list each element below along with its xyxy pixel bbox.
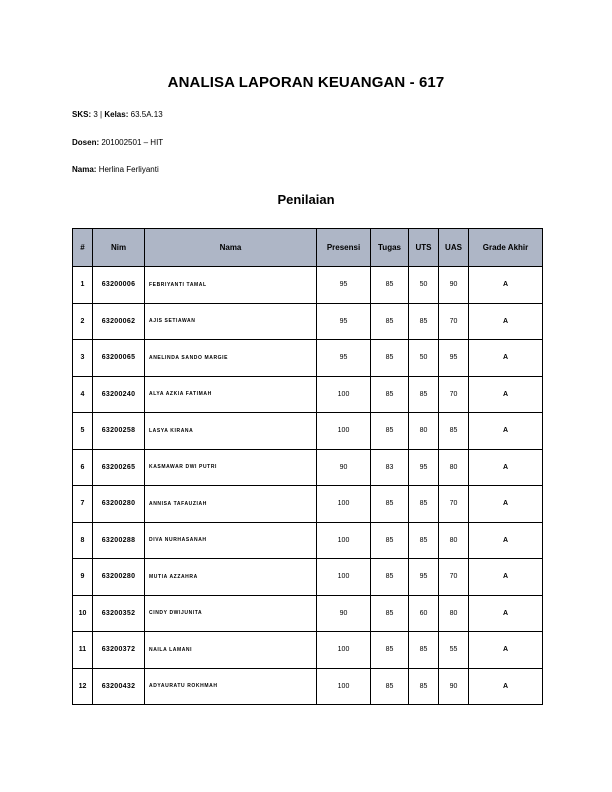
uts-score: 85 xyxy=(409,486,439,523)
student-name: NAILA LAMANI xyxy=(145,632,317,669)
final-grade: A xyxy=(469,668,543,705)
student-nim: 63200240 xyxy=(93,376,145,413)
presensi-score: 100 xyxy=(317,632,371,669)
uts-score: 85 xyxy=(409,668,439,705)
table-row xyxy=(73,595,543,632)
uts-score: 85 xyxy=(409,522,439,559)
name-info: Nama: Herlina Ferliyanti xyxy=(72,165,159,174)
presensi-score: 90 xyxy=(317,449,371,486)
tugas-score: 85 xyxy=(371,668,409,705)
table-row xyxy=(73,668,543,705)
course-info: SKS: 3 | Kelas: 63.5A.13 xyxy=(72,110,163,119)
final-grade: A xyxy=(469,413,543,450)
final-grade: A xyxy=(469,376,543,413)
student-name: ANELINDA SANDO MARGIE xyxy=(145,340,317,377)
uts-score: 85 xyxy=(409,303,439,340)
row-number: 5 xyxy=(73,413,93,450)
student-nim: 63200065 xyxy=(93,340,145,377)
presensi-score: 100 xyxy=(317,559,371,596)
uts-score: 95 xyxy=(409,449,439,486)
uas-score: 90 xyxy=(439,267,469,304)
student-nim: 63200352 xyxy=(93,595,145,632)
student-name: ALYA AZKIA FATIMAH xyxy=(145,376,317,413)
header-uas: UAS xyxy=(439,229,469,267)
sks-label: SKS xyxy=(72,110,89,119)
table-row xyxy=(73,632,543,669)
row-number: 10 xyxy=(73,595,93,632)
table-header-row xyxy=(73,229,543,267)
uas-score: 70 xyxy=(439,376,469,413)
table-row xyxy=(73,486,543,523)
uas-score: 80 xyxy=(439,449,469,486)
presensi-score: 95 xyxy=(317,267,371,304)
final-grade: A xyxy=(469,522,543,559)
header-grade: Grade Akhir xyxy=(469,229,543,267)
lecturer-info: Dosen: 201002501 – HIT xyxy=(72,138,164,147)
student-name: CINDY DWIJUNITA xyxy=(145,595,317,632)
student-name: AJIS SETIAWAN xyxy=(145,303,317,340)
presensi-score: 100 xyxy=(317,668,371,705)
student-nim: 63200265 xyxy=(93,449,145,486)
student-name: KASMAWAR DWI PUTRI xyxy=(145,449,317,486)
uas-score: 70 xyxy=(439,559,469,596)
presensi-score: 95 xyxy=(317,303,371,340)
uas-score: 85 xyxy=(439,413,469,450)
student-nim: 63200280 xyxy=(93,559,145,596)
table-body xyxy=(73,267,543,705)
grades-table xyxy=(72,228,543,705)
row-number: 9 xyxy=(73,559,93,596)
table-row xyxy=(73,522,543,559)
row-number: 1 xyxy=(73,267,93,304)
row-number: 11 xyxy=(73,632,93,669)
uas-score: 70 xyxy=(439,303,469,340)
tugas-score: 85 xyxy=(371,486,409,523)
table-row xyxy=(73,303,543,340)
uts-score: 60 xyxy=(409,595,439,632)
tugas-score: 85 xyxy=(371,340,409,377)
presensi-score: 95 xyxy=(317,340,371,377)
tugas-score: 85 xyxy=(371,559,409,596)
uts-score: 85 xyxy=(409,376,439,413)
student-nim: 63200432 xyxy=(93,668,145,705)
row-number: 7 xyxy=(73,486,93,523)
dosen-label: Dosen xyxy=(72,138,97,147)
table-row xyxy=(73,413,543,450)
tugas-score: 85 xyxy=(371,376,409,413)
final-grade: A xyxy=(469,449,543,486)
row-number: 8 xyxy=(73,522,93,559)
table-row xyxy=(73,340,543,377)
tugas-score: 83 xyxy=(371,449,409,486)
presensi-score: 100 xyxy=(317,486,371,523)
table-row xyxy=(73,449,543,486)
header-presensi: Presensi xyxy=(317,229,371,267)
tugas-score: 85 xyxy=(371,267,409,304)
nama-label: Nama xyxy=(72,165,94,174)
student-nim: 63200062 xyxy=(93,303,145,340)
uas-score: 80 xyxy=(439,595,469,632)
header-uts: UTS xyxy=(409,229,439,267)
uts-score: 95 xyxy=(409,559,439,596)
final-grade: A xyxy=(469,267,543,304)
uts-score: 80 xyxy=(409,413,439,450)
final-grade: A xyxy=(469,595,543,632)
final-grade: A xyxy=(469,486,543,523)
sks-value: 3 xyxy=(93,110,98,119)
presensi-score: 100 xyxy=(317,376,371,413)
final-grade: A xyxy=(469,559,543,596)
header-nim: Nim xyxy=(93,229,145,267)
header-nama: Nama xyxy=(145,229,317,267)
tugas-score: 85 xyxy=(371,632,409,669)
row-number: 12 xyxy=(73,668,93,705)
student-nim: 63200280 xyxy=(93,486,145,523)
page-title: ANALISA LAPORAN KEUANGAN - 617 xyxy=(167,74,445,91)
table-row xyxy=(73,267,543,304)
tugas-score: 85 xyxy=(371,413,409,450)
uts-score: 50 xyxy=(409,267,439,304)
final-grade: A xyxy=(469,632,543,669)
kelas-label: Kelas xyxy=(104,110,126,119)
kelas-value: 63.5A.13 xyxy=(130,110,163,119)
presensi-score: 100 xyxy=(317,522,371,559)
header-tugas: Tugas xyxy=(371,229,409,267)
student-name: ANNISA TAFAUZIAH xyxy=(145,486,317,523)
row-number: 3 xyxy=(73,340,93,377)
header-no: # xyxy=(73,229,93,267)
student-name: ADYAURATU ROKHMAH xyxy=(145,668,317,705)
uts-score: 50 xyxy=(409,340,439,377)
student-name: FEBRIYANTI TAMAL xyxy=(145,267,317,304)
presensi-score: 100 xyxy=(317,413,371,450)
student-name: DIVA NURHASANAH xyxy=(145,522,317,559)
table-row xyxy=(73,559,543,596)
uas-score: 95 xyxy=(439,340,469,377)
tugas-score: 85 xyxy=(371,595,409,632)
uas-score: 80 xyxy=(439,522,469,559)
section-title: Penilaian xyxy=(277,192,335,207)
student-nim: 63200372 xyxy=(93,632,145,669)
student-name: MUTIA AZZAHRA xyxy=(145,559,317,596)
tugas-score: 85 xyxy=(371,303,409,340)
row-number: 6 xyxy=(73,449,93,486)
dosen-value: 201002501 – HIT xyxy=(101,138,164,147)
student-nim: 63200006 xyxy=(93,267,145,304)
tugas-score: 85 xyxy=(371,522,409,559)
uas-score: 90 xyxy=(439,668,469,705)
uas-score: 70 xyxy=(439,486,469,523)
final-grade: A xyxy=(469,340,543,377)
row-number: 2 xyxy=(73,303,93,340)
nama-value: Herlina Ferliyanti xyxy=(98,165,159,174)
final-grade: A xyxy=(469,303,543,340)
student-name: LASYA KIRANA xyxy=(145,413,317,450)
presensi-score: 90 xyxy=(317,595,371,632)
table-row xyxy=(73,376,543,413)
student-nim: 63200258 xyxy=(93,413,145,450)
uts-score: 85 xyxy=(409,632,439,669)
row-number: 4 xyxy=(73,376,93,413)
student-nim: 63200288 xyxy=(93,522,145,559)
uas-score: 55 xyxy=(439,632,469,669)
